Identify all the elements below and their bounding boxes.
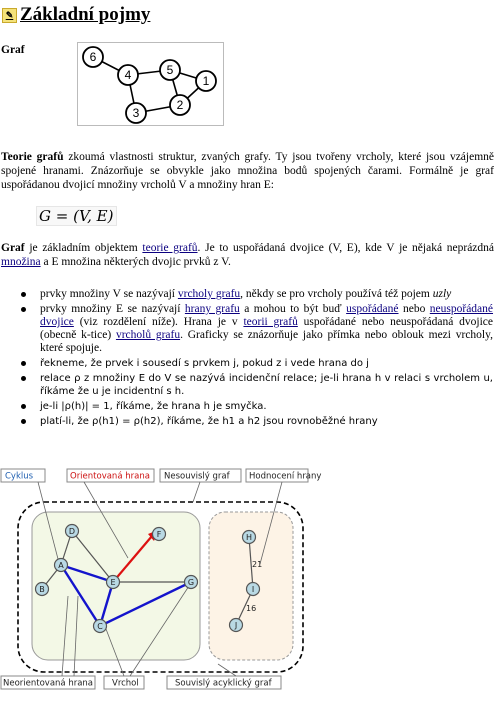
- example-graph-image: [77, 42, 224, 126]
- bullet-icon: [21, 361, 26, 366]
- list-text: je-li |ρ(h)| = 1, říkáme, že hrana h je smyčka.: [40, 401, 267, 412]
- graph-node-label: 4: [124, 68, 132, 82]
- edge-weight: 21: [252, 560, 263, 569]
- node-label: J: [234, 621, 238, 630]
- definition-paragraph: [1, 241, 494, 269]
- list-text: řekneme, že prvek i sousedí s prvkem j, pokud z i vede hrana do j: [40, 358, 369, 369]
- link-mnozina[interactable]: množina: [1, 256, 41, 268]
- node-label: G: [187, 578, 195, 587]
- node-label: D: [68, 527, 76, 536]
- bullet-icon: [21, 307, 26, 312]
- graph-node-label: 2: [176, 98, 184, 112]
- list-text: a mohou to být buď: [239, 303, 347, 315]
- intro-bold: Teorie grafů: [1, 151, 64, 163]
- graph-node-label: 3: [132, 106, 140, 120]
- list-item: [0, 415, 493, 428]
- list-emphasis: uzly: [432, 288, 452, 300]
- bullet-icon: [21, 292, 26, 297]
- link-vrcholy-grafu[interactable]: vrcholy grafu: [177, 288, 241, 300]
- link-neusporadane-dvojice[interactable]: neuspořádané dvojice: [40, 303, 494, 328]
- node-label: E: [110, 578, 116, 587]
- list-text: platí-li, že ρ(h1) = ρ(h2), říkáme, že h1 a h2 jsou rovnoběžné hrany: [40, 416, 378, 427]
- list-item: [0, 400, 493, 413]
- list-text: nebo: [398, 303, 430, 315]
- graph-types-diagram: [0, 464, 322, 700]
- definition-list: [0, 288, 493, 430]
- graph-node-label: 5: [166, 63, 174, 77]
- list-item: [0, 372, 493, 398]
- graph-node-label: 6: [89, 50, 97, 64]
- page-title: [2, 4, 150, 26]
- page-title-text: Základní pojmy: [20, 4, 151, 25]
- node-label: A: [58, 561, 64, 570]
- bullet-icon: [21, 404, 26, 409]
- graph-node-label: 1: [202, 74, 210, 88]
- list-text: uspořádané nebo neuspořádaná dvojice (obecně k-tice): [40, 316, 493, 341]
- link-usporadane[interactable]: uspořádané: [346, 303, 399, 315]
- def-bold: Graf: [1, 242, 25, 254]
- list-item: [0, 357, 493, 370]
- def-text: je základním objektem: [24, 242, 143, 254]
- label-nesouvisly-graf: Nesouvislý graf: [164, 471, 230, 482]
- edge-weight: 16: [246, 604, 257, 613]
- formula: G = (V, E): [36, 206, 117, 226]
- list-text: relace ρ z množiny E do V se nazývá incidenční relace; je-li hrana h v relaci s vrcholem u, říkáme že u je incidentní s h.: [40, 373, 493, 397]
- bullet-icon: [21, 419, 26, 424]
- label-souvisly-acyklicky-graf: Souvislý acyklický graf: [175, 678, 272, 689]
- bullet-icon: [21, 376, 26, 381]
- graf-label: Graf: [1, 44, 25, 56]
- list-text: , někdy se pro vrcholy používá též pojem: [240, 288, 433, 300]
- label-cyklus: Cyklus: [5, 471, 34, 482]
- lightbulb-icon: ✎: [2, 8, 17, 23]
- list-item: [0, 288, 493, 301]
- link-hrany-grafu[interactable]: hrany grafu: [184, 303, 240, 315]
- list-text: . Graficky se znázorňuje jako přímka nebo oblouk mezi vrcholy, které spojuje.: [40, 329, 493, 354]
- label-vrchol: Vrchol: [112, 678, 139, 689]
- label-neorientovana-hrana: Neorientovaná hrana: [3, 678, 94, 689]
- node-label: I: [251, 585, 255, 594]
- intro-text: zkoumá vlastnosti struktur, zvaných grafy. Ty jsou tvořeny vrcholy, které jsou vzájemně spojené hranami. Znázorňuje se obvykle jako množina bodů spojených čarami. Formálně je graf uspořádanou dvojicí množiny vrcholů V a množiny hran E:: [1, 151, 495, 191]
- list-item: [0, 303, 493, 355]
- list-text: (viz rozdělení níže). Hrana je v: [73, 316, 244, 328]
- list-text: prvky množiny E se nazývají: [40, 303, 185, 315]
- label-hodnoceni-hrany: Hodnocení hrany: [249, 471, 322, 482]
- node-label: H: [245, 533, 253, 542]
- link-vrcholu-grafu[interactable]: vrcholů grafu: [115, 329, 181, 341]
- node-label: B: [39, 585, 45, 594]
- list-text: prvky množiny V se nazývají: [40, 288, 178, 300]
- node-label: F: [156, 530, 162, 539]
- def-text: a E množina některých dvojic prvků z V.: [40, 256, 231, 268]
- label-orientovana-hrana: Orientovaná hrana: [70, 471, 150, 482]
- node-label: C: [97, 622, 103, 631]
- def-text: . Je to uspořádaná dvojice (V, E), kde V je nějaká neprázdná: [197, 242, 495, 254]
- intro-paragraph: [1, 150, 494, 192]
- link-teorii-grafu[interactable]: teorii grafů: [243, 316, 298, 328]
- link-teorie-grafu[interactable]: teorie grafů: [142, 242, 198, 254]
